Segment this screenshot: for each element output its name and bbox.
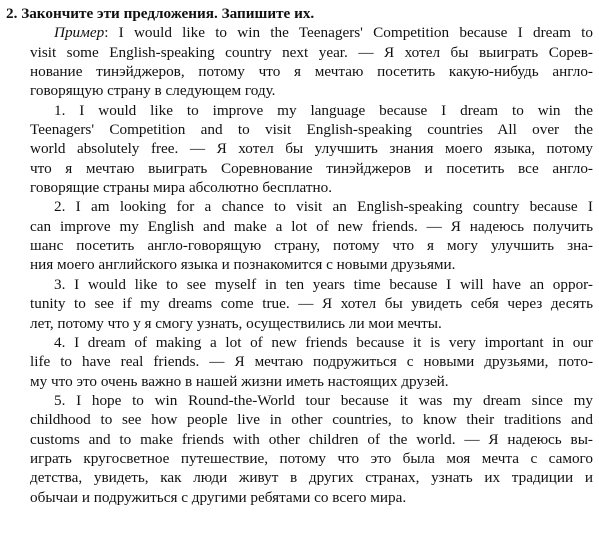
answer-line: 1. I would like to improve my language because I dream to win the <box>54 101 593 119</box>
exercise-heading: 2. Закончите эти предложения. Запишите их. <box>6 5 315 22</box>
answer-line: детства, увидеть, как люди живут в других странах, узнать их традиции и <box>30 469 593 487</box>
example-line: говорящую страну в следующем году. <box>30 82 276 100</box>
answer-line: childhood to see how people live in other countries, to know their traditions and <box>30 411 593 429</box>
answer-line: говорящие страны мира абсолютно бесплатно. <box>30 179 333 197</box>
answer-line: играть кругосветное путешествие, потому что это была моя мечта с самого <box>30 449 593 467</box>
example-paragraph <box>6 23 593 100</box>
answer-line: 4. I dream of making a lot of new friends because it is very important in our <box>54 333 593 351</box>
answer-line: Teenagers' Competition and to visit English-speaking countries All over the <box>30 121 593 139</box>
answer-paragraph-3 <box>6 275 593 333</box>
answer-paragraph-5 <box>6 391 593 507</box>
example-label: Пример <box>54 24 105 42</box>
answer-line: что я мечтаю выиграть Соревнование тинэйджеров и посетить все англо- <box>30 159 593 177</box>
example-line-text: : I would like to win the Teenagers' Competition because I dream to <box>104 24 593 42</box>
example-line <box>6 23 593 42</box>
answer-line: 5. I hope to win Round-the-World tour because it was my dream since my <box>54 391 593 409</box>
answer-line: tunity to see if my dreams come true. — Я хотел бы увидеть себя через десять <box>30 295 593 313</box>
example-line: visit some English-speaking country next year. — Я хотел бы выиграть Сорев- <box>30 43 593 61</box>
answer-paragraph-1 <box>6 101 593 198</box>
answer-line: customs and to make friends with other children of the world. — Я надеюсь вы- <box>30 430 593 448</box>
answer-line: шанс посетить англо-говорящую страну, потому что я могу улучшить зна- <box>30 237 593 255</box>
answer-line: му что это очень важно в нашей жизни иметь настоящих друзей. <box>30 372 449 390</box>
answer-line: обычаи и подружиться с другими ребятами со всего мира. <box>30 488 407 506</box>
answer-paragraph-4 <box>6 333 593 391</box>
answer-line: 2. I am looking for a chance to visit an English-speaking country because I <box>54 198 593 216</box>
answer-line: лет, потому что у я смогу узнать, осуществились ли мои мечты. <box>30 314 442 332</box>
answer-paragraph-2 <box>6 197 593 274</box>
answer-line: world absolutely free. — Я хотел бы улучшить знания моего языка, потому <box>30 140 593 158</box>
example-line: нование тинэйджеров, потому что я мечтаю посетить какую-нибудь англо- <box>30 63 593 81</box>
answer-line: 3. I would like to see myself in ten years time because I will have an oppor- <box>54 275 593 293</box>
answer-line: can improve my English and make a lot of new friends. — Я надеюсь получить <box>30 217 593 235</box>
answer-line: life to have real friends. — Я мечтаю подружиться с новыми друзьями, пото- <box>30 353 593 371</box>
answer-line: ния моего английского языка и познакомится с новыми друзьями. <box>30 256 456 274</box>
